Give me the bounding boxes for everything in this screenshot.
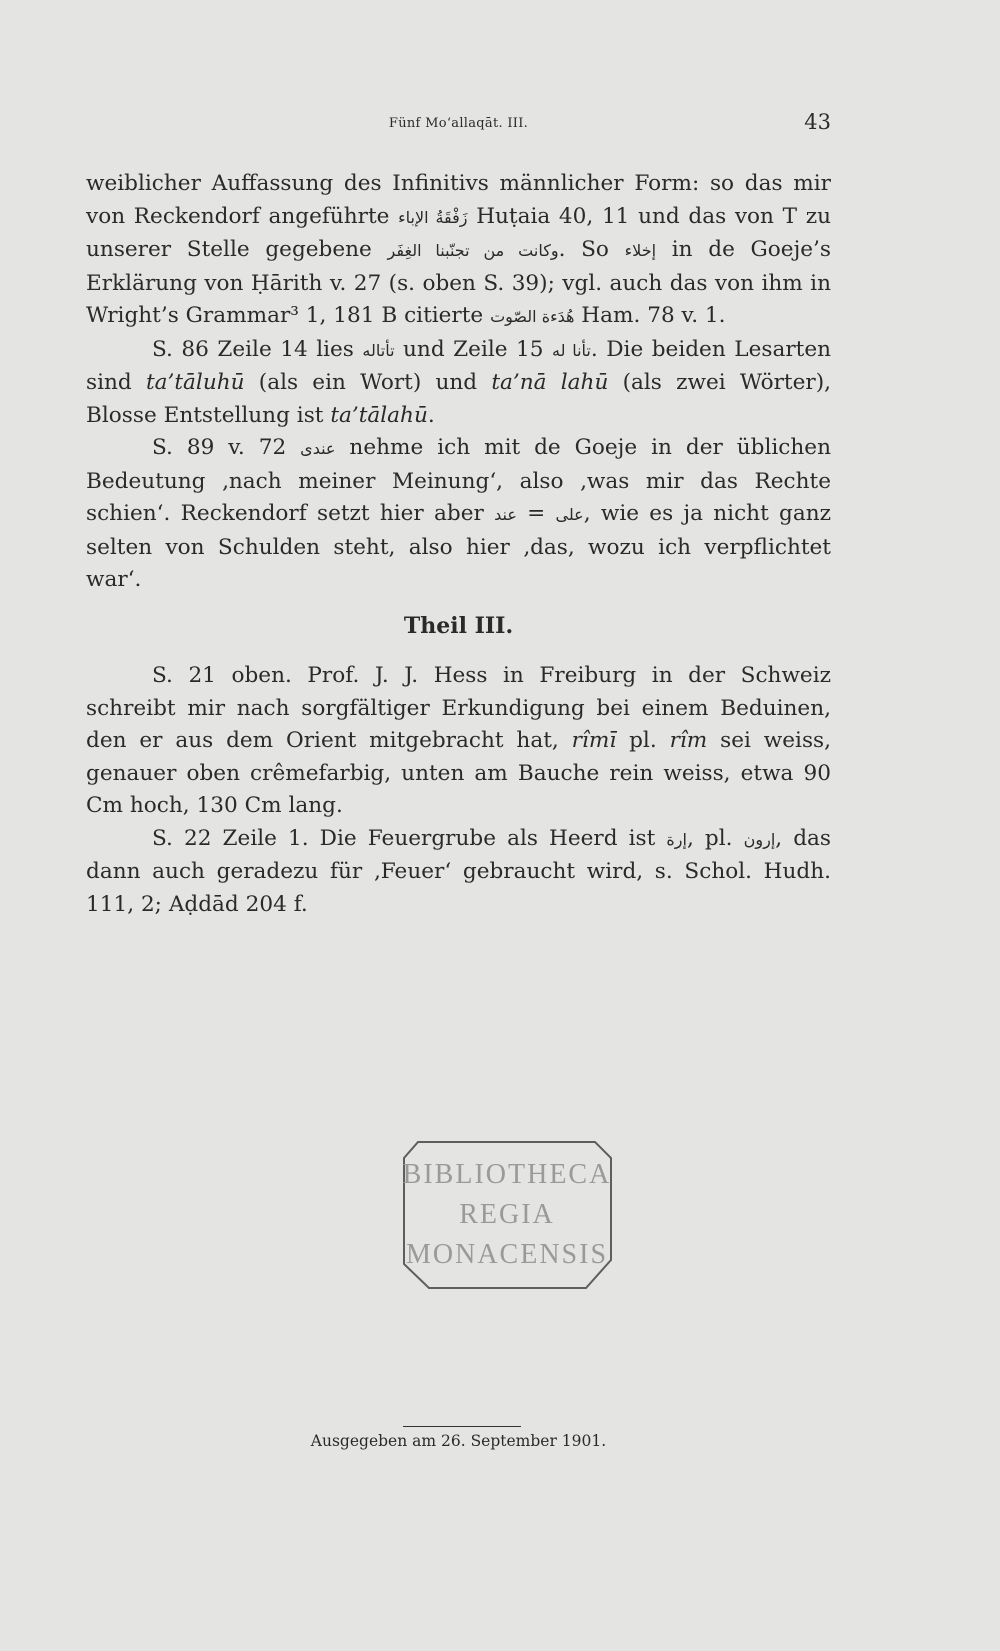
arabic-phrase: زَفْقَةُ الإباء [398,207,468,227]
arabic-phrase: تأتاله [362,340,395,360]
arabic-phrase: عندى [300,439,336,458]
arabic-phrase: هُدَءة الصّوت [490,307,575,326]
stamp-line-1: BIBLIOTHECA [402,1159,612,1190]
publication-date: Ausgegeben am 26. September 1901. [310,1432,607,1450]
paragraph-1: weiblicher Auffassung des Infinitivs männlicher Form: so das mir von Reckendorf angeführte زَفْقَةُ الإباء Huṭaia 40, 11 und das von T zu unserer Stelle gegebene وكانت من تجنّبنا الغِفَر. So إخلاء in de Goeje’s Erklärung von Ḥārith v. 27 (s. oben S. 39); vgl. auch das von ihm in Wright’s Grammar³ 1, 181 B citierte هُدَءة الصّوت Ham. 78 v. 1. [86,171,831,328]
paragraph-4: S. 21 oben. Prof. J. J. Hess in Freiburg in der Schweiz schreibt mir nach sorgfältiger Erkundigung bei einem Beduinen, den er aus dem Orient mitgebracht hat, rîmī pl. rîm sei weiss, genauer oben crêmefarbig, unten am Bauche rein weiss, etwa 90 Cm hoch, 130 Cm lang. [86,663,831,818]
arabic-phrase: إرة [666,829,687,849]
separator-rule [403,1426,521,1427]
library-stamp [400,1138,615,1293]
section-heading: Theil III. [403,612,514,639]
body-text [86,168,831,921]
arabic-phrase: وكانت من تجنّبنا الغِفَر [387,241,559,260]
arabic-phrase: إرون [743,829,776,849]
stamp-line-3: MONACENSIS [405,1239,609,1270]
arabic-phrase: على [555,505,584,524]
stamp-line-2: REGIA [459,1199,555,1230]
page-header [86,110,831,140]
paragraph-5: S. 22 Zeile 1. Die Feuergrube als Heerd ist إرة, pl. إرون, das dann auch geradezu für ‚Feuer‘ gebraucht wird, s. Schol. Hudh. 111, 2; Aḍdād 204 f. [86,825,831,917]
paragraph-2: S. 86 Zeile 14 lies تأتاله und Zeile 15 تأنا له. Die beiden Lesarten sind ta’tāluhū (als ein Wort) und ta’nā lahū (als zwei Wörter), Blosse Entstellung ist ta’tālahū. [86,336,832,428]
running-title: Fünf Mo‘allaqāt. III. [388,116,529,131]
paragraph-3: S. 89 v. 72 عندى nehme ich mit de Goeje in der üblichen Bedeutung ‚nach meiner Meinung‘, also ‚was mir das Rechte schien‘. Reckendorf setzt hier aber عند = على, wie es ja nicht ganz selten von Schulden steht, also hier ‚das, wozu ich verpflichtet war‘. [86,435,831,592]
arabic-phrase: عند [494,505,517,524]
arabic-phrase: إخلاء [624,241,657,260]
stamp-graphic [400,1138,615,1293]
arabic-phrase: تأنا له [552,340,591,360]
page-number: 43 [804,110,831,134]
